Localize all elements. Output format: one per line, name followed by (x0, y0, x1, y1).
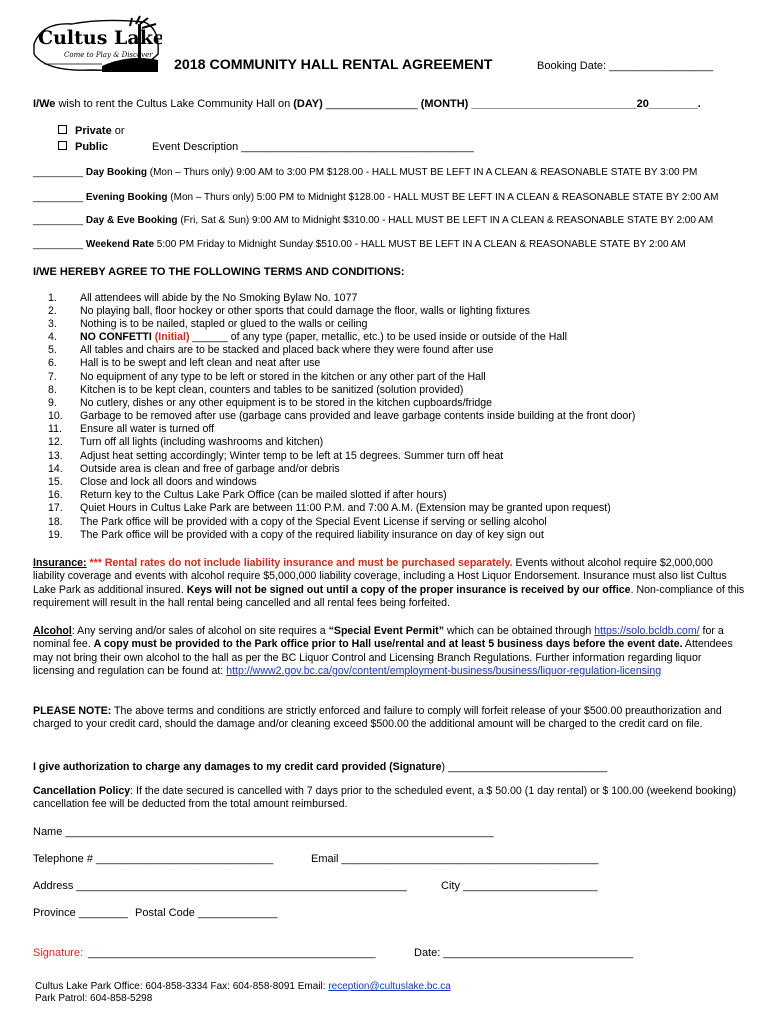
insurance-label: Insurance: (33, 557, 87, 569)
special-event-permit: “Special Event Permit” (328, 625, 444, 637)
year-prefix: 20 (636, 98, 649, 110)
term-item: 15. Close and lock all doors and windows (48, 476, 257, 488)
confetti-initial-field[interactable]: ______ of any type (paper, metallic, etc.) to be used inside or outside of the Hall (189, 331, 567, 343)
address-field[interactable]: Address ______________________________________________________ (33, 880, 407, 892)
booking-name: Weekend Rate (85, 239, 155, 250)
public-label: Public (75, 141, 109, 153)
page-title: 2018 COMMUNITY HALL RENTAL AGREEMENT (174, 57, 493, 73)
booking-details: (Fri, Sat & Sun) 9:00 AM to Midnight $310.00 - HALL MUST BE LEFT IN A CLEAN & REASONABLE STATE BY 2:00 AM (177, 215, 714, 226)
liquor-regulation-link[interactable]: http://www2.gov.bc.ca/gov/content/employment-business/business/liquor-regulation-licensing (226, 664, 662, 677)
booking-blank[interactable]: _________ (33, 167, 84, 178)
alcohol-label: Alcohol (33, 625, 72, 637)
rent-prefix: I/We (33, 98, 56, 110)
private-label: Private (75, 125, 112, 137)
term-item: 10. Garbage to be removed after use (garbage cans provided and leave garbage contents inside building at the front door) (48, 410, 636, 422)
booking-name: Day Booking (85, 167, 147, 178)
day-field[interactable]: _______________ (322, 98, 421, 110)
email-field[interactable]: Email __________________________________________ (311, 853, 599, 865)
booking-day (33, 167, 697, 178)
term-item: 16. Return key to the Cultus Lake Park Office (can be mailed slotted if after hours) (48, 489, 447, 501)
please-note-label: PLEASE NOTE: (33, 705, 112, 717)
authorization-line (33, 761, 607, 773)
footer-contact (35, 981, 451, 992)
rent-text: wish to rent the Cultus Lake Community Hall on (55, 98, 294, 110)
year-field[interactable]: ________. (648, 98, 701, 110)
signature-label: Signature: (33, 947, 84, 959)
event-description-field[interactable]: Event Description ______________________________________ (152, 141, 474, 153)
term-item: 3. Nothing is to be nailed, stapled or glued to the walls or ceiling (48, 318, 368, 330)
private-or: or (111, 125, 125, 137)
term-item: 9. No cutlery, dishes or any other equipment is to be stored in the kitchen cupboards/fridge (48, 397, 493, 409)
please-note-paragraph: PLEASE NOTE: The above terms and conditions are strictly enforced and failure to comply will forfeit release of your $500.00 preauthorization and charged to your credit card, should the damage and/or cleaning exceed $500.00 the additional amount will be charged to the credit card on file. (33, 705, 722, 731)
booking-evening (33, 192, 719, 203)
term-item: 11. Ensure all water is turned off (48, 423, 215, 435)
booking-blank[interactable]: _________ (33, 192, 84, 203)
term-item: 8. Kitchen is to be kept clean, counters and tables to be sanitized (solution provided) (48, 384, 464, 396)
confetti-initial-label: (Initial) (151, 331, 190, 343)
signature-field[interactable]: _______________________________________________ (88, 947, 376, 959)
postal-code-field[interactable]: Postal Code _____________ (135, 907, 278, 919)
alcohol-copy-notice: A copy must be provided to the Park office prior to Hall use/rental and at least 5 business days before the event date. (93, 638, 683, 651)
footer-patrol: Park Patrol: 604-858-5298 (35, 993, 153, 1004)
bcldb-link[interactable]: https://solo.bcldb.com/ (594, 625, 700, 637)
booking-name: Day & Eve Booking (85, 215, 178, 226)
booking-details: 5:00 PM Friday to Midnight Sunday $510.00 - HALL MUST BE LEFT IN A CLEAN & REASONABLE STATE BY 2:00 AM (154, 239, 686, 250)
term-item: 5. All tables and chairs are to be stacked and placed back where they were found after use (48, 344, 494, 356)
private-option[interactable] (58, 125, 125, 137)
booking-details: (Mon – Thurs only) 9:00 AM to 3:00 PM $128.00 - HALL MUST BE LEFT IN A CLEAN & REASONABLE STATE BY 3:00 PM (146, 167, 698, 178)
booking-weekend (33, 239, 686, 250)
term-item: 7. No equipment of any type to be left or stored in the kitchen or any other part of the Hall (48, 371, 486, 383)
date-field[interactable]: Date: _______________________________ (414, 947, 633, 959)
term-item: 19. The Park office will be provided with a copy of the required liability insurance on day of key sign out (48, 529, 544, 541)
insurance-warning: *** Rental rates do not include liability insurance and must be purchased separately. (86, 557, 513, 569)
footer-office: Cultus Lake Park Office: 604-858-3334 Fax: 604-858-8091 Email: (35, 981, 329, 992)
term-item: 14. Outside area is clean and free of garbage and/or debris (48, 463, 340, 475)
private-checkbox[interactable] (58, 125, 67, 134)
day-label: (DAY) (293, 98, 323, 110)
cancellation-label: Cancellation Policy (33, 785, 131, 797)
booking-name: Evening Booking (85, 192, 168, 203)
authorization-signature-field[interactable]: ) ___________________________ (441, 761, 608, 773)
city-field[interactable]: City ______________________ (441, 880, 598, 892)
booking-blank[interactable]: _________ (33, 239, 84, 250)
public-option[interactable] (58, 141, 108, 153)
insurance-paragraph: Insurance: *** Rental rates do not include liability insurance and must be purchased separately. Events without alcohol require $2,000,000 liability coverage and events with alcohol require $5,000,000 liability coverage, including a Host Liquor Endorsement. Insurance must also list Cultus Lake Park as additional insured. Keys will not be signed out until a copy of the proper insurance is received by our office. Non-compliance of this requirement will result in the hall rental being cancelled and all rental fees being forfeited. (33, 557, 745, 609)
booking-day-eve (33, 215, 713, 226)
footer-email-link[interactable]: reception@cultuslake.bc.ca (328, 981, 451, 992)
booking-blank[interactable]: _________ (33, 215, 84, 226)
rent-line (33, 98, 701, 110)
telephone-field[interactable]: Telephone # _____________________________ (33, 853, 274, 865)
term-item: 2. No playing ball, floor hockey or other sports that could damage the floor, walls or lighting fixtures (48, 305, 530, 317)
term-item: 4. NO CONFETTI (Initial) ______ of any type (paper, metallic, etc.) to be used inside or outside of the Hall (48, 331, 567, 343)
term-item: 18. The Park office will be provided with a copy of the Special Event License if serving or selling alcohol (48, 516, 547, 528)
booking-date-field[interactable]: Booking Date: _________________ (537, 60, 714, 72)
term-item: 12. Turn off all lights (including washrooms and kitchen) (48, 436, 324, 448)
province-field[interactable]: Province ________ (33, 907, 128, 919)
cancellation-paragraph: Cancellation Policy: If the date secured is cancelled with 7 days prior to the scheduled event, a $ 50.00 (1 day rental) or $ 100.00 (weekend booking) cancellation fee will be deducted from the total amount reimbursed. (33, 785, 737, 811)
term-item: 17. Quiet Hours in Cultus Lake Park are between 11:00 P.M. and 7:00 A.M. (Extension may be granted upon request) (48, 502, 611, 514)
term-item: 13. Adjust heat setting accordingly; Winter temp to be left at 15 degrees. Summer turn off heat (48, 450, 504, 462)
term-item: 6. Hall is to be swept and left clean and neat after use (48, 357, 321, 369)
authorization-text: I give authorization to charge any damages to my credit card provided (Signature (33, 761, 442, 773)
logo-title: Cultus Lake (38, 27, 162, 49)
booking-details: (Mon – Thurs only) 5:00 PM to Midnight $128.00 - HALL MUST BE LEFT IN A CLEAN & REASONABLE STATE BY 2:00 AM (167, 192, 719, 203)
public-checkbox[interactable] (58, 141, 67, 150)
month-field[interactable]: ___________________________ (468, 98, 637, 110)
term-item: 1. All attendees will abide by the No Smoking Bylaw No. 1077 (48, 292, 358, 304)
cultus-lake-logo (32, 14, 162, 76)
alcohol-paragraph: Alcohol: Any serving and/or sales of alcohol on site requires a “Special Event Permit” which can be obtained through https://solo.bcldb.com/ for a nominal fee. A copy must be provided to the Park office prior to Hall use/rental and at least 5 business days before the event date. Attendees may not bring their own alcohol to the hall as per the BC Liquor Control and Licensing Branch Regulations. Further information regarding liquor licensing and regulation can be found at: http://www2.gov.bc.ca/gov/content/employment-business/business/liquor-regulation-licensing (33, 625, 733, 677)
terms-heading: I/WE HEREBY AGREE TO THE FOLLOWING TERMS AND CONDITIONS: (33, 266, 405, 278)
name-field[interactable]: Name ______________________________________________________________________ (33, 826, 494, 838)
insurance-keys-notice: Keys will not be signed out until a copy of the proper insurance is received by our office (186, 583, 631, 596)
month-label: (MONTH) (420, 98, 469, 110)
logo-subtitle: Come to Play & Discover (64, 51, 153, 59)
